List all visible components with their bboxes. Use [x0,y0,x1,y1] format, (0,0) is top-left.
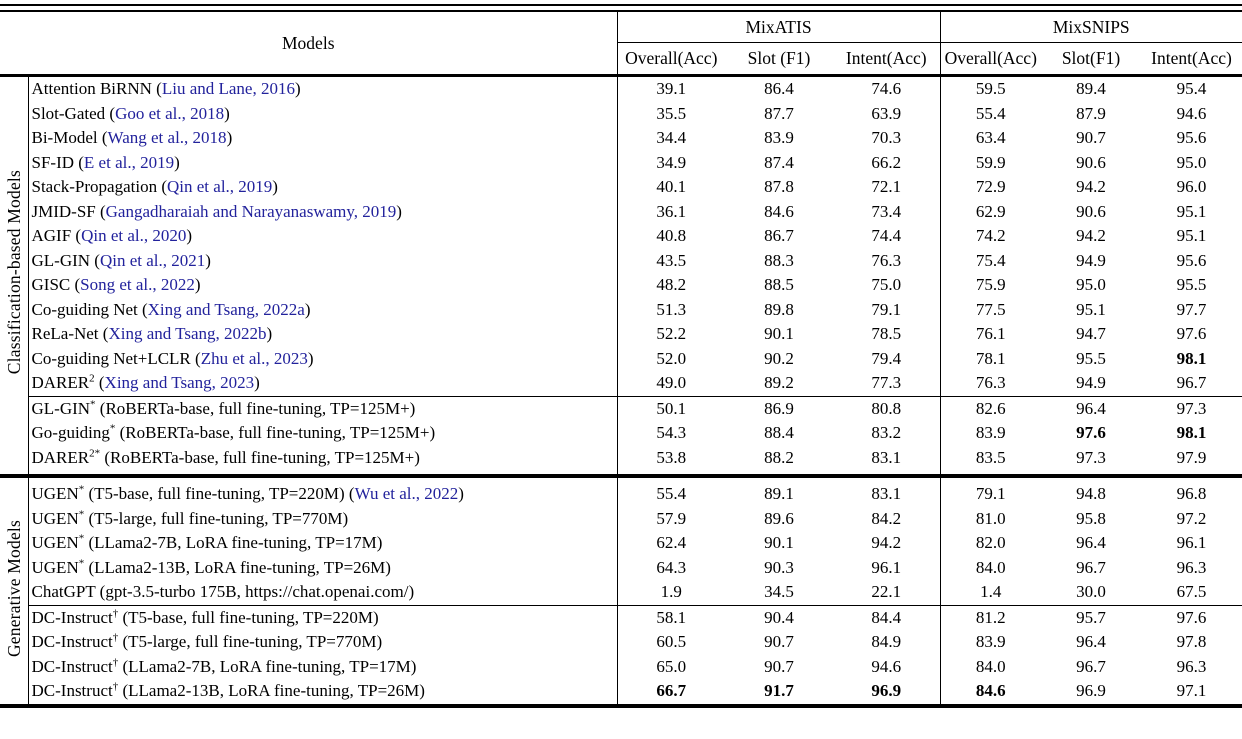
metric-value: 86.9 [725,396,833,421]
metric-value: 96.3 [1176,656,1207,676]
metric-value: 87.7 [764,103,794,123]
metric-value: 77.5 [975,299,1006,319]
model-name-text: SF-ID ( [31,152,84,172]
metric-value: 95.1 [1176,226,1207,245]
table-row [0,151,1242,176]
model-name-text: ) [294,79,301,98]
metric-value: 64.3 [656,557,687,577]
model-name-text: (LLama2-7B, LoRA fine-tuning, TP=17M) [84,533,383,552]
metric-value: 96.4 [1041,396,1141,421]
metric-value: 73.4 [833,200,940,225]
model-name-cell [28,102,617,127]
metric-value: 82.0 [975,533,1006,552]
metric-value: 97.7 [1176,299,1207,319]
metric-value: 63.4 [975,128,1006,147]
metric-value: 49.0 [656,373,687,392]
model-name-text: DC-Instruct [31,656,113,676]
metric-value: 96.0 [1176,177,1207,196]
metric-value: 97.9 [1176,447,1207,467]
metric-value: 90.7 [764,632,794,651]
table-row [0,476,1242,507]
metric-value: 81.0 [975,508,1006,528]
model-name-text: (RoBERTa-base, full fine-tuning, TP=125M+) [95,398,416,418]
model-name-text: ChatGPT (gpt-3.5-turbo 175B, https://chat.openai.com/) [31,582,415,601]
model-name-cell [28,322,617,347]
model-name-text: UGEN [31,557,79,577]
metric-value: 90.3 [764,557,794,577]
metric-value: 89.2 [764,373,794,392]
model-name-text: (T5-base, full fine-tuning, TP=220M) [118,607,379,627]
metric-value: 75.0 [833,273,940,298]
model-name-cell [28,630,617,655]
model-name-text: ) [254,373,260,392]
metric-value: 34.5 [764,582,794,601]
metric-value: 83.5 [975,447,1006,467]
metric-value: 95.0 [1076,275,1106,294]
metric-value: 36.1 [656,201,687,221]
model-name-text: DARER [31,373,90,392]
table-row [0,224,1242,249]
model-name-text: (RoBERTa-base, full fine-tuning, TP=125M+) [115,423,436,442]
superscript-marker: 2 [89,372,95,385]
metric-value: 97.1 [1141,679,1242,706]
metric-value: 76.3 [975,373,1006,392]
citation-link[interactable]: Xing and Tsang, 2022a [147,299,305,319]
metric-value: 65.0 [656,656,687,676]
metric-value: 74.6 [833,76,940,102]
metric-value: 94.9 [1076,373,1106,392]
model-name-text: (LLama2-13B, LoRA fine-tuning, TP=26M) [118,681,425,700]
metric-value: 89.4 [1076,79,1106,98]
metric-value: 96.8 [1141,476,1242,507]
metric-value: 94.2 [833,531,940,556]
metric-value: 88.4 [764,423,794,442]
metric-value: 84.2 [833,507,940,532]
metric-value: 96.4 [1076,533,1106,552]
metric-value: 59.9 [975,152,1006,172]
model-name-text: ) [226,128,233,147]
metric-value: 86.7 [764,226,794,245]
metric-value: 84.0 [975,656,1006,676]
table-row [0,76,1242,102]
model-name-text: (RoBERTa-base, full fine-tuning, TP=125M+) [100,447,420,467]
model-name-cell [28,126,617,151]
model-name-text: ) [194,275,201,294]
superscript-marker: * [78,556,85,569]
metric-value: 96.7 [1076,656,1106,676]
metric-value: 62.9 [975,201,1006,221]
superscript-marker: † [112,606,119,619]
table-row [0,126,1242,151]
model-name-text: ) [266,324,273,343]
metric-value: 89.8 [764,299,794,319]
metric-value: 91.7 [725,679,833,706]
metric-value: 96.1 [1176,533,1207,552]
metric-value: 83.1 [833,446,940,477]
metric-value: 1.9 [660,582,682,601]
metric-value: 70.3 [833,126,940,151]
metric-value: 96.9 [1041,679,1141,706]
model-name-text: (T5-large, full fine-tuning, TP=770M) [118,632,383,651]
table-row [0,630,1242,655]
metric-value: 34.4 [656,128,687,147]
metric-value: 43.5 [656,250,687,270]
metric-value: 66.7 [617,679,725,706]
model-name-text: Bi-Model ( [31,128,108,147]
model-name-text: UGEN [31,508,79,528]
metric-value: 95.5 [1076,348,1106,368]
model-name-text: ) [224,103,230,123]
table-row [0,371,1242,396]
metric-value: 75.4 [975,250,1006,270]
model-name-cell [28,507,617,532]
model-name-text: Co-guiding Net+LCLR ( [31,348,201,368]
metric-value: 84.6 [764,201,794,221]
metric-value: 95.1 [1176,201,1207,221]
model-name-cell [28,446,617,477]
model-name-text: ) [205,250,211,270]
col-header-snips-slot: Slot(F1) [1041,43,1141,76]
metric-value: 98.1 [1176,423,1207,442]
metric-value: 90.2 [764,348,794,368]
model-name-cell [28,580,617,605]
model-name-cell [28,655,617,680]
model-name-cell [28,151,617,176]
metric-value: 97.3 [1076,447,1106,467]
metric-value: 58.1 [617,605,725,630]
metric-value: 94.2 [1076,226,1106,245]
model-name-text: ReLa-Net ( [31,324,109,343]
metric-value: 83.9 [975,632,1006,651]
model-name-text: GL-GIN [31,398,91,418]
table-row [0,679,1242,706]
metric-value: 40.8 [656,226,687,245]
model-name-cell [28,273,617,298]
citation-link[interactable]: Qin et al., 2020 [81,226,187,245]
metric-value: 90.7 [764,656,794,676]
models-column-header: Models [0,12,617,76]
metric-value: 83.2 [833,421,940,446]
table-row [0,322,1242,347]
metric-value: 82.6 [940,396,1041,421]
metric-value: 90.6 [1076,201,1106,221]
metric-value: 94.2 [1076,177,1106,196]
metric-value: 81.2 [940,605,1041,630]
metric-value: 84.9 [833,630,940,655]
metric-value: 96.1 [833,556,940,581]
metric-value: 96.4 [1076,632,1106,651]
table-row [0,347,1242,372]
metric-value: 97.2 [1176,508,1207,528]
model-name-text: ( [94,373,105,392]
metric-value: 66.2 [833,151,940,176]
metric-value: 95.6 [1176,128,1207,147]
metric-value: 94.8 [1041,476,1141,507]
model-name-cell [28,224,617,249]
metric-value: 34.9 [656,152,687,172]
model-name-cell [28,476,617,507]
metric-value: 83.1 [833,476,940,507]
citation-link[interactable]: Wang et al., 2018 [107,128,227,147]
metric-value: 55.4 [975,103,1006,123]
metric-value: 75.9 [975,275,1006,294]
superscript-marker: * [109,422,116,435]
section-group-label-text: Generative Models [3,520,24,658]
superscript-marker: * [90,397,96,410]
metric-value: 90.7 [1076,128,1106,147]
metric-value: 79.1 [833,298,940,323]
model-name-text: GL-GIN ( [31,250,100,270]
table-top-rule [0,4,1242,12]
metric-value: 72.1 [833,175,940,200]
metric-value: 90.6 [1076,152,1106,172]
metric-value: 51.3 [656,299,687,319]
citation-link[interactable]: Qin et al., 2019 [167,177,273,196]
metric-value: 59.5 [975,79,1006,98]
metric-value: 95.4 [1176,79,1207,98]
metric-value: 95.7 [1041,605,1141,630]
model-name-text: ) [174,152,180,172]
col-header-snips-intent: Intent(Acc) [1141,43,1242,76]
model-name-text: (LLama2-7B, LoRA fine-tuning, TP=17M) [118,656,417,676]
model-name-cell [28,298,617,323]
model-name-cell [28,371,617,396]
citation-link[interactable]: Xing and Tsang, 2023 [104,373,255,392]
metric-value: 76.1 [975,324,1006,343]
table-row [0,580,1242,605]
citation-link[interactable]: Zhu et al., 2023 [200,348,308,368]
superscript-marker: † [112,680,119,693]
model-name-text: ) [272,177,278,196]
model-name-cell [28,396,617,421]
table-body [0,76,1242,706]
col-header-atis-intent: Intent(Acc) [833,43,940,76]
table-row [0,507,1242,532]
model-name-text: Attention BiRNN ( [31,79,162,98]
model-name-text: AGIF ( [31,226,82,245]
metric-value: 87.8 [764,177,794,196]
metric-value: 48.2 [656,275,687,294]
table-row [0,200,1242,225]
metric-value: 84.4 [833,605,940,630]
metric-value: 96.7 [1076,557,1106,577]
superscript-marker: * [78,507,85,520]
metric-value: 52.0 [656,348,687,368]
model-name-text: Slot-Gated ( [31,103,116,123]
metric-value: 72.9 [975,177,1006,196]
metric-value: 87.4 [764,152,794,172]
metric-value: 60.5 [656,632,687,651]
metric-value: 79.4 [833,347,940,372]
model-name-text: DC-Instruct [31,632,113,651]
metric-value: 78.1 [975,348,1006,368]
model-name-text: (T5-large, full fine-tuning, TP=770M) [84,508,349,528]
model-name-cell [28,200,617,225]
table-row [0,102,1242,127]
model-name-text: (LLama2-13B, LoRA fine-tuning, TP=26M) [84,557,391,577]
metric-value: 63.9 [833,102,940,127]
metric-value: 96.7 [1176,373,1207,392]
model-name-cell [28,605,617,630]
section-group-label-text: Classification-based Models [3,169,24,374]
metric-value: 89.6 [764,508,794,528]
metric-value: 90.4 [725,605,833,630]
citation-link[interactable]: Liu and Lane, 2016 [161,79,295,98]
model-name-text: ) [458,484,464,503]
metric-value: 90.1 [764,533,794,552]
metric-value: 94.7 [1076,324,1106,343]
citation-link[interactable]: Wu et al., 2022 [354,484,459,503]
metric-value: 1.4 [980,582,1002,601]
metric-value: 86.4 [764,79,794,98]
table-row [0,249,1242,274]
metric-value: 57.9 [656,508,687,528]
model-name-text: JMID-SF ( [31,201,106,221]
col-header-atis-slot: Slot (F1) [725,43,833,76]
citation-link[interactable]: E et al., 2019 [83,152,175,172]
table-row [0,421,1242,446]
citation-link[interactable]: Gangadharaiah and Narayanaswamy, 2019 [105,201,397,221]
citation-link[interactable]: Song et al., 2022 [80,275,195,294]
metric-value: 30.0 [1076,582,1106,601]
metric-value: 77.3 [833,371,940,396]
section-group-label [0,76,28,477]
col-header-snips-overall: Overall(Acc) [940,43,1041,76]
metric-value: 55.4 [617,476,725,507]
model-name-cell [28,175,617,200]
model-name-cell [28,76,617,102]
superscript-marker: * [78,532,85,545]
citation-link[interactable]: Qin et al., 2021 [99,250,206,270]
table-row [0,396,1242,421]
metric-value: 95.0 [1176,152,1207,172]
model-name-cell [28,531,617,556]
table-row [0,175,1242,200]
metric-value: 67.5 [1176,582,1207,601]
metric-value: 98.1 [1176,348,1207,368]
metric-value: 74.4 [833,224,940,249]
metric-value: 95.8 [1076,508,1106,528]
model-name-text: ) [304,299,311,319]
table-row [0,446,1242,477]
metric-value: 87.9 [1076,103,1106,123]
table-row [0,531,1242,556]
model-name-text: GISC ( [31,275,81,294]
metric-value: 97.3 [1141,396,1242,421]
metric-value: 95.6 [1176,250,1207,270]
superscript-marker: * [78,483,85,496]
table-row [0,298,1242,323]
model-name-cell [28,421,617,446]
model-name-text: DC-Instruct [31,607,113,627]
metric-value: 54.3 [656,423,687,442]
metric-value: 78.5 [833,322,940,347]
metric-value: 40.1 [656,177,687,196]
section-group-label [0,476,28,706]
mixsnips-group-header: MixSNIPS [940,12,1242,43]
metric-value: 97.6 [1141,605,1242,630]
table-row [0,273,1242,298]
citation-link[interactable]: Xing and Tsang, 2022b [108,324,267,343]
col-header-atis-overall: Overall(Acc) [617,43,725,76]
metric-value: 88.5 [764,275,794,294]
citation-link[interactable]: Goo et al., 2018 [115,103,225,123]
metric-value: 94.6 [1176,103,1207,123]
metric-value: 88.2 [764,447,794,467]
mixatis-group-header: MixATIS [617,12,940,43]
metric-value: 96.3 [1176,557,1207,577]
metric-value: 90.1 [764,324,794,343]
model-name-cell [28,679,617,706]
metric-value: 97.8 [1176,632,1207,651]
metric-value: 39.1 [656,79,687,98]
model-name-text: DARER [31,447,90,467]
metric-value: 52.2 [656,324,687,343]
model-name-text: Stack-Propagation ( [31,177,167,196]
table-header [0,12,1242,76]
metric-value: 74.2 [975,226,1006,245]
metric-value: 22.1 [833,580,940,605]
superscript-marker: 2* [89,446,101,459]
model-name-text: UGEN [31,533,79,552]
model-name-text: ) [396,201,402,221]
metric-value: 89.1 [725,476,833,507]
model-name-cell [28,347,617,372]
metric-value: 50.1 [617,396,725,421]
table-row [0,605,1242,630]
model-name-text: DC-Instruct [31,681,113,700]
metric-value: 96.9 [833,679,940,706]
model-name-cell [28,556,617,581]
metric-value: 35.5 [656,103,687,123]
metric-value: 95.5 [1176,275,1207,294]
model-name-text: UGEN [31,484,79,503]
model-name-text: (T5-base, full fine-tuning, TP=220M) ( [84,484,355,503]
metric-value: 94.6 [833,655,940,680]
superscript-marker: † [112,631,119,644]
metric-value: 97.6 [1076,423,1106,442]
metric-value: 79.1 [940,476,1041,507]
metric-value: 83.9 [975,423,1006,442]
model-name-cell [28,249,617,274]
metric-value: 76.3 [833,249,940,274]
table-row [0,556,1242,581]
metric-value: 95.1 [1076,299,1106,319]
metric-value: 84.6 [940,679,1041,706]
metric-value: 97.6 [1176,324,1207,343]
metric-value: 83.9 [764,128,794,147]
paper-page [0,4,1242,708]
model-name-text: ) [307,348,314,368]
metric-value: 94.9 [1076,250,1106,270]
table-row [0,655,1242,680]
metric-value: 62.4 [656,533,687,552]
metric-value: 88.3 [764,250,794,270]
model-name-text: Co-guiding Net ( [31,299,148,319]
metric-value: 80.8 [833,396,940,421]
model-name-text: ) [186,226,193,245]
metric-value: 53.8 [656,447,687,467]
model-name-text: Go-guiding [31,423,110,442]
results-table [0,12,1242,708]
metric-value: 84.0 [975,557,1006,577]
superscript-marker: † [112,655,119,668]
